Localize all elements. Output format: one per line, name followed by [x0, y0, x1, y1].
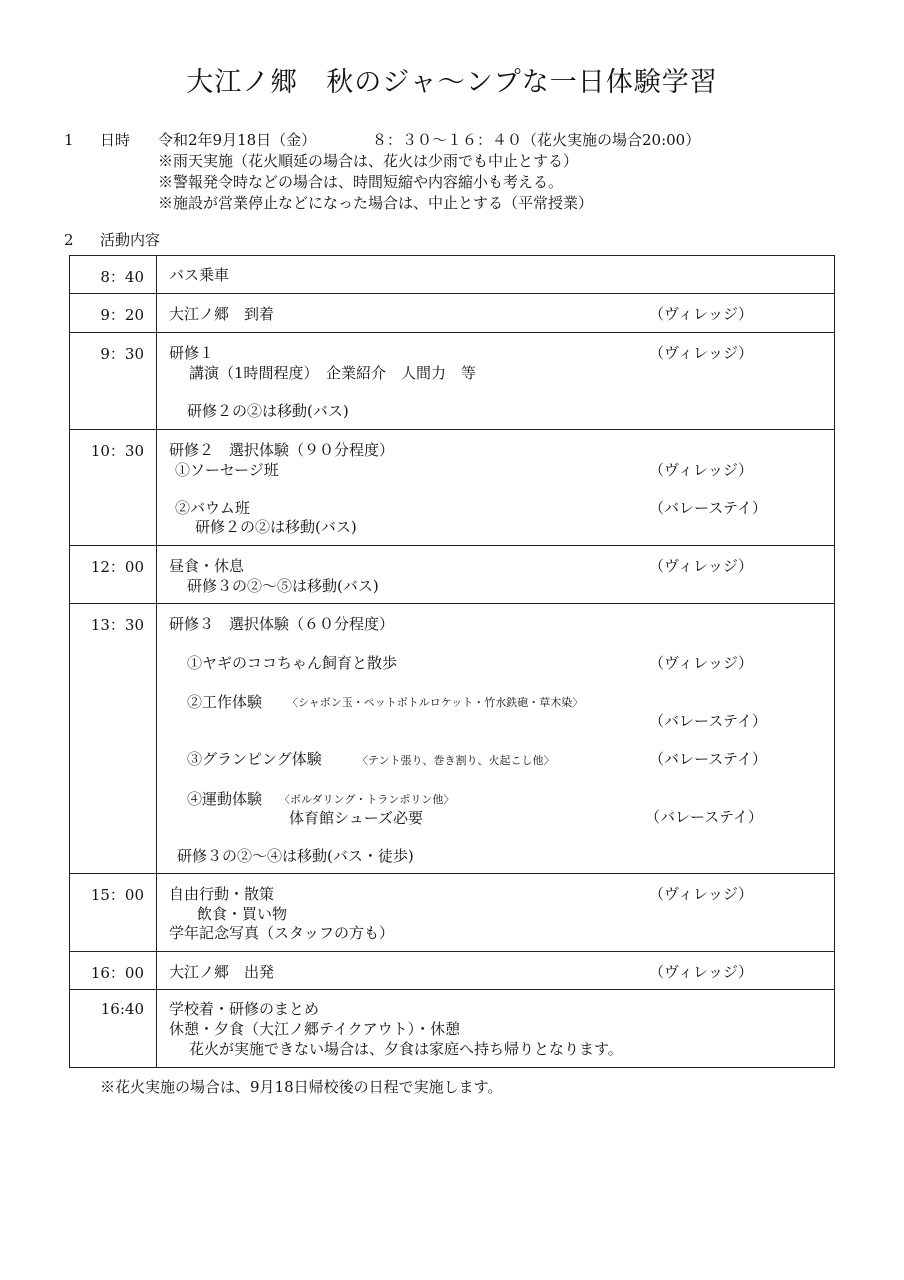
schedule-line: 大江ノ郷 出発	[169, 963, 275, 981]
schedule-time: 8：40	[100, 268, 144, 286]
schedule-line: 自由行動・散策	[169, 885, 275, 903]
schedule-line: ④運動体験	[187, 790, 263, 808]
schedule-place: （ヴィレッジ）	[649, 557, 753, 575]
schedule-line: 体育館シューズ必要	[289, 809, 423, 827]
schedule-table	[69, 255, 835, 1068]
section1-date: 令和2年9月18日（金）	[158, 131, 317, 149]
schedule-row	[70, 430, 835, 546]
schedule-place: （バレーステイ）	[649, 712, 767, 730]
schedule-place: （ヴィレッジ）	[649, 963, 753, 981]
schedule-line: 研修３の②～⑤は移動(バス)	[187, 577, 379, 595]
schedule-line: 休憩・夕食（大江ノ郷テイクアウト）・休憩	[169, 1020, 461, 1038]
schedule-line: 研修２ 選択体験（９０分程度）	[169, 441, 395, 459]
section1-time: ８：３０～１６：４０（花火実施の場合20:00）	[372, 131, 701, 149]
schedule-place: （バレーステイ）	[649, 750, 767, 768]
schedule-row	[70, 256, 835, 294]
schedule-line: 花火が実施できない場合は、夕食は家庭へ持ち帰りとなります。	[189, 1040, 623, 1058]
schedule-row	[70, 294, 835, 333]
schedule-line: 講演（1時間程度） 企業紹介 人間力 等	[189, 364, 477, 382]
schedule-time: 9：30	[100, 345, 144, 363]
schedule-place: （バレーステイ）	[649, 499, 767, 517]
schedule-line: 研修３の②～④は移動(バス・徒歩)	[177, 847, 414, 865]
schedule-line: バス乗車	[169, 266, 230, 284]
schedule-time: 16:40	[100, 1000, 144, 1018]
schedule-place: （ヴィレッジ）	[649, 305, 753, 323]
schedule-row	[70, 874, 835, 952]
section2-label: 活動内容	[100, 231, 161, 249]
schedule-line: ③グランピング体験	[187, 750, 322, 768]
schedule-line: 〈シャボン玉・ペットボトルロケット・竹水鉄砲・草木染〉	[287, 696, 584, 709]
section1-number: 1	[64, 131, 74, 149]
footer-note: ※花火実施の場合は、9月18日帰校後の日程で実施します。	[100, 1078, 503, 1096]
schedule-line: 研修２の②は移動(バス)	[187, 402, 349, 420]
section1-note: ※施設が営業停止などになった場合は、中止とする（平常授業）	[158, 194, 594, 212]
schedule-time: 15：00	[90, 886, 144, 904]
schedule-line: 飲食・買い物	[197, 905, 288, 923]
schedule-time: 12：00	[90, 558, 144, 576]
schedule-row	[70, 952, 835, 990]
schedule-line: 〈テント張り、巻き割り、火起こし他〉	[357, 754, 555, 767]
schedule-line: ②工作体験	[187, 693, 263, 711]
section1-label: 日時	[100, 131, 131, 149]
schedule-place: （ヴィレッジ）	[649, 654, 753, 672]
schedule-line: 大江ノ郷 到着	[169, 305, 275, 323]
schedule-row	[70, 990, 835, 1068]
schedule-time: 13：30	[90, 616, 144, 634]
schedule-line: 研修１	[169, 344, 215, 362]
section2-number: 2	[64, 231, 74, 249]
schedule-line: 研修３ 選択体験（６０分程度）	[169, 615, 395, 633]
section1-note: ※警報発令時などの場合は、時間短縮や内容縮小も考える。	[158, 173, 564, 191]
schedule-line: 〈ボルダリング・トランポリン他〉	[279, 793, 455, 806]
schedule-place: （バレーステイ）	[645, 808, 763, 826]
schedule-time: 10：30	[90, 442, 144, 460]
schedule-place: （ヴィレッジ）	[649, 461, 753, 479]
section1-note: ※雨天実施（花火順延の場合は、花火は少雨でも中止とする）	[158, 152, 579, 170]
schedule-line: 学年記念写真（スタッフの方も）	[169, 924, 395, 942]
schedule-row	[70, 546, 835, 604]
schedule-place: （ヴィレッジ）	[649, 344, 753, 362]
schedule-line: ②バウム班	[175, 499, 250, 517]
schedule-place: （ヴィレッジ）	[649, 885, 753, 903]
page-title: 大江ノ郷 秋のジャ～ンプな一日体験学習	[186, 67, 718, 98]
schedule-line: 研修２の②は移動(バス)	[195, 518, 357, 536]
schedule-line: 昼食・休息	[169, 557, 245, 575]
schedule-row	[70, 333, 835, 430]
schedule-time: 16：00	[90, 964, 144, 982]
schedule-line: ①ソーセージ班	[175, 461, 279, 479]
schedule-line: 学校着・研修のまとめ	[169, 1000, 320, 1018]
schedule-time: 9：20	[100, 306, 144, 324]
schedule-row	[70, 604, 835, 874]
schedule-line: ①ヤギのココちゃん飼育と散歩	[187, 654, 398, 672]
